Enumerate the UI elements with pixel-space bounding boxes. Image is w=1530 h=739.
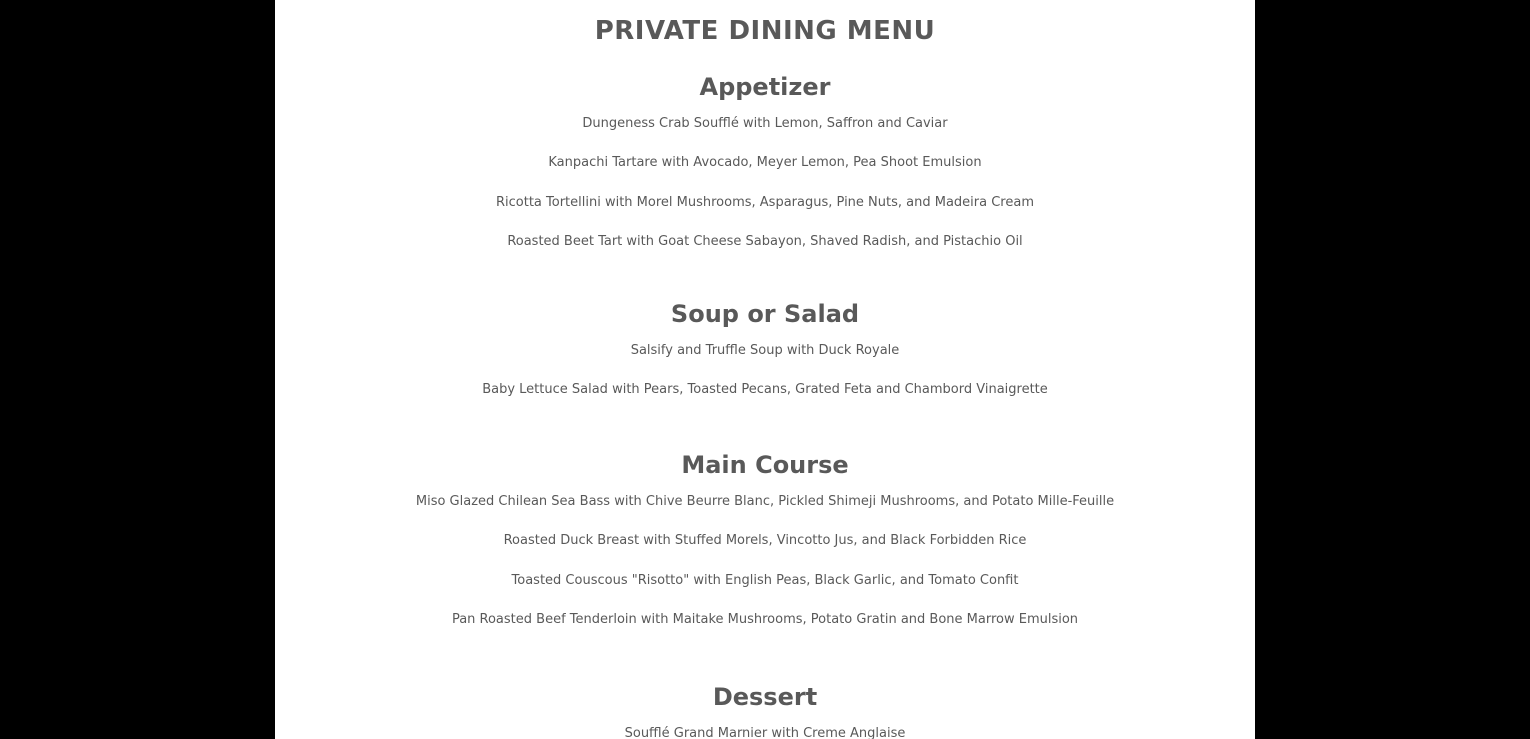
section-heading-main-course: Main Course xyxy=(681,451,849,479)
section-soup-or-salad xyxy=(275,299,1255,420)
page-title: PRIVATE DINING MENU xyxy=(594,16,936,46)
menu-item: Pan Roasted Beef Tenderloin with Maitake Mushrooms, Potato Gratin and Bone Marrow Emulsion xyxy=(451,612,1079,628)
main-course-list xyxy=(275,492,1255,630)
menu-item: Ricotta Tortellini with Morel Mushrooms, Asparagus, Pine Nuts, and Madeira Cream xyxy=(495,194,1034,210)
soup-salad-list xyxy=(275,341,1255,400)
menu-item: Salsify and Truffle Soup with Duck Royale xyxy=(630,343,900,358)
section-heading-dessert: Dessert xyxy=(712,683,818,711)
menu-page xyxy=(275,0,1255,739)
menu-item: Roasted Duck Breast with Stuffed Morels, Vincotto Jus, and Black Forbidden Rice xyxy=(503,533,1027,549)
menu-item: Toasted Couscous "Risotto" with English Peas, Black Garlic, and Tomato Confit xyxy=(511,572,1019,588)
menu-item: Roasted Beet Tart with Goat Cheese Sabayon, Shaved Radish, and Pistachio Oil xyxy=(507,234,1023,250)
menu-item: Baby Lettuce Salad with Pears, Toasted Pecans, Grated Feta and Chambord Vinaigrette xyxy=(482,382,1048,398)
section-dessert xyxy=(275,682,1255,739)
menu-item: Kanpachi Tartare with Avocado, Meyer Lemon, Pea Shoot Emulsion xyxy=(548,155,982,171)
menu-item: Miso Glazed Chilean Sea Bass with Chive Beurre Blanc, Pickled Shimeji Mushrooms, and Potato Mille-Feuille xyxy=(415,494,1115,509)
section-appetizer xyxy=(275,72,1255,272)
menu-item: Soufflé Grand Marnier with Creme Anglaise xyxy=(624,726,906,739)
dessert-list xyxy=(275,724,1255,739)
menu-item: Dungeness Crab Soufflé with Lemon, Saffron and Caviar xyxy=(582,116,948,131)
section-heading-appetizer: Appetizer xyxy=(699,73,831,101)
section-heading-soup-or-salad: Soup or Salad xyxy=(670,300,860,328)
section-main-course xyxy=(275,450,1255,650)
appetizer-list xyxy=(275,114,1255,252)
